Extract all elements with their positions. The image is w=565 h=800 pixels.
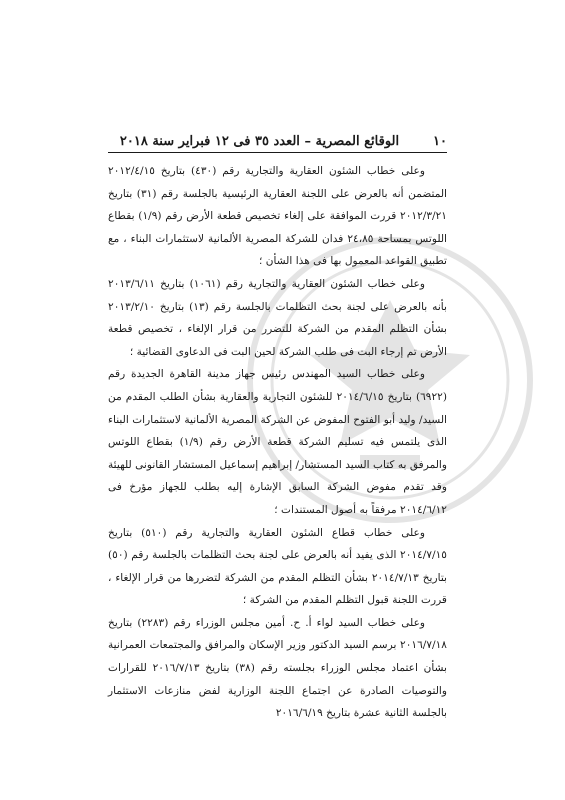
paragraph: وعلى خطاب الشئون العقارية والتجارية رقم (١٠٦١) بتاريخ ٢٠١٣/٦/١١ بأنه بالعرض على لجنة بحث التظلمات بالجلسة رقم (١٣) بتاريخ ٢٠١٣/٢/١٠ بشأن التظلم المقدم من الشركة للتضرر من قرار الإلغاء ، تخصيص قطعة الأرض تم إرجاء البت فى طلب الشركة لحين البت فى الدعاوى القضائية ؛ — [108, 277, 447, 358]
paragraph: وعلى خطاب قطاع الشئون العقارية والتجارية رقم (٥١٠) بتاريخ ٢٠١٤/٧/١٥ الذى يفيد أنه بالعرض على لجنة بحث التظلمات بالجلسة رقم (٥٠) بتاريخ ٢٠١٤/٧/١٣ بشأن التظلم المقدم من الشركة لتضررها من قرار الإلغاء ، قررت اللجنة قبول التظلم المقدم من الشركة ؛ — [108, 526, 447, 607]
paragraph: وعلى خطاب السيد لواء أ. ح. أمين مجلس الوزراء رقم (٢٢٨٣) بتاريخ ٢٠١٦/٧/١٨ برسم السيد الدكتور وزير الإسكان والمرافق والمجتمعات العمرانية بشأن اعتماد مجلس الوزراء بجلسته رقم (٣٨) بتاريخ ٢٠١٦/٧/١٣ للقرارات والتوصيات الصادرة عن اجتماع اللجنة الوزارية لفض منازعات الاستثمار بالجلسة الثانية عشرة بتاريخ ٢٠١٦/٦/١٩ — [108, 616, 447, 720]
paragraph: وعلى خطاب السيد المهندس رئيس جهاز مدينة القاهرة الجديدة رقم (٦٩٢٢) بتاريخ ٢٠١٤/٦/١٥ للشئون التجارية والعقارية بشأن الطلب المقدم من السيد/ وليد أبو الفتوح المفوض عن الشركة المصرية الألمانية لاستثمارات البناء الذى يلتمس فيه تسليم الشركة قطعة الأرض رقم (١/٩) بقطاع اللوتس والمرفق به كتاب السيد المستشار/ إبراهيم إسماعيل المستشار القانونى للهيئة وقد تقدم مفوض الشركة السابق الإشارة إليه بطلب للجهاز مؤرخ فى ٢٠١٤/٦/١٢ مرفقاً به أصول المستندات ؛ — [108, 368, 447, 516]
header-divider — [108, 152, 447, 153]
paragraph: وعلى خطاب الشئون العقارية والتجارية رقم (٤٣٠) بتاريخ ٢٠١٢/٤/١٥ المتضمن أنه بالعرض على اللجنة العقارية الرئيسية بالجلسة رقم (٣١) بتاريخ ٢٠١٢/٣/٢١ قررت الموافقة على إلغاء تخصيص قطعة الأرض رقم (١/٩) بقطاع اللوتس بمساحة ٢٤،٨٥ فدان للشركة المصرية الألمانية لاستثمارات البناء ، مع تطبيق القواعد المعمول بها فى هذا الشأن ؛ — [108, 165, 448, 268]
page-header — [108, 127, 447, 149]
document-body — [108, 160, 447, 725]
gazette-title: الوقائع المصرية – العدد ٣٥ فى ١٢ فبراير سنة ٢٠١٨ — [119, 134, 400, 149]
page-number: ١٠ — [433, 134, 447, 149]
